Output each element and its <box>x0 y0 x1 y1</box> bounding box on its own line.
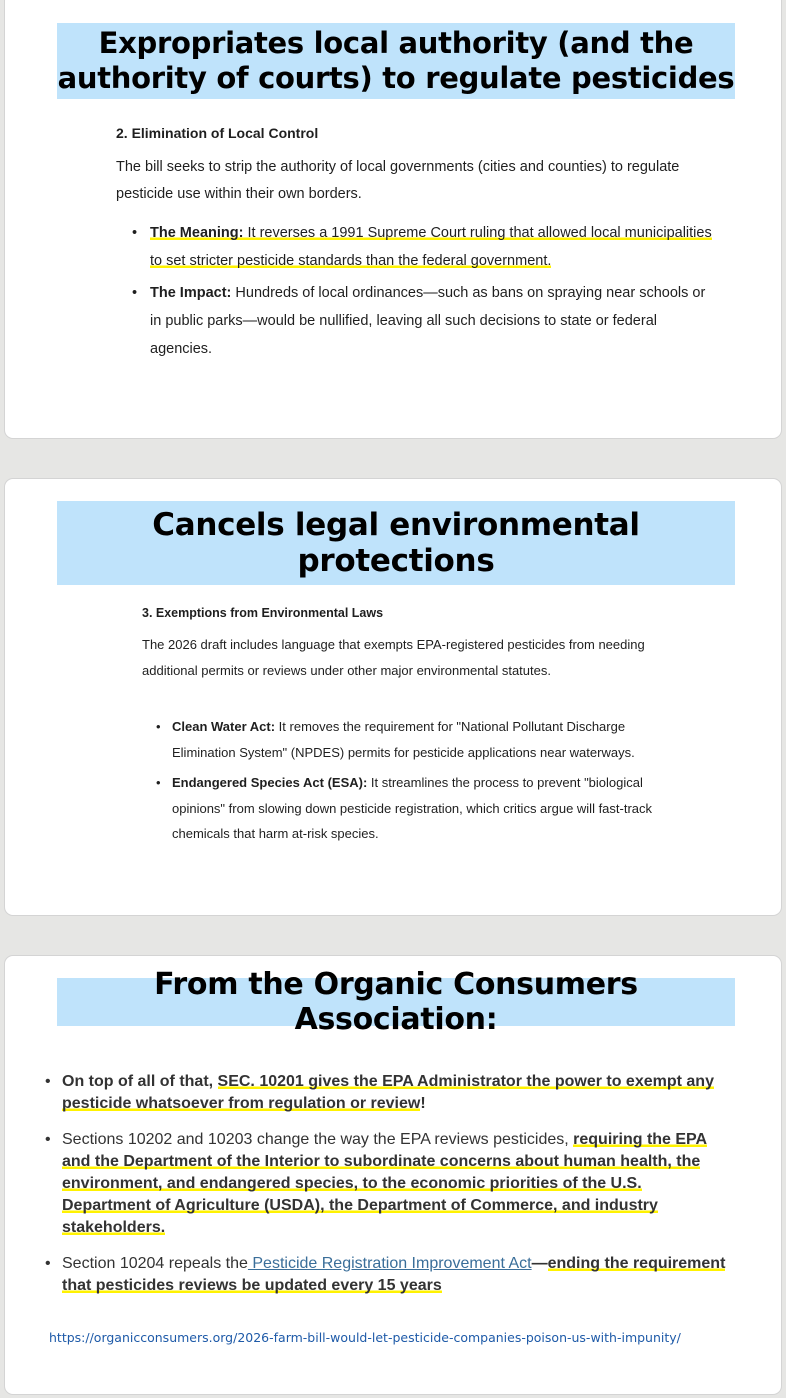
item-lead: On top of all of that, <box>62 1073 218 1090</box>
em-dash: — <box>531 1255 548 1272</box>
bullet-dot: • <box>45 1131 51 1148</box>
item-text: Hundreds of local ordinances—such as bans on spraying near schools or in public parks—would be nullified, leaving all such decisions to state or federal agencies. <box>150 285 706 357</box>
card-environmental-protections <box>4 478 782 916</box>
highlighted-text: requiring the EPA and the Department of the Interior to subordinate concerns about human health, the environment, and endangered species, to the economic priorities of the U.S. Department of Agriculture (USDA), the Department of Commerce, and industry stakeholders. <box>62 1131 708 1236</box>
bullet-dot: • <box>156 719 161 734</box>
pria-link[interactable]: Pesticide Registration Improvement Act <box>247 1255 532 1272</box>
list-item-impact <box>116 279 716 363</box>
item-label: The Meaning: <box>150 225 244 241</box>
source-url-link[interactable]: https://organicconsumers.org/2026-farm-bill-would-let-pesticide-companies-poison-us-with-impunity/ <box>49 1330 681 1345</box>
item-text: It reverses a 1991 Supreme Court ruling that allowed local municipalities to set stricter pesticide standards than the federal government. <box>150 225 712 269</box>
highlighted-text: SEC. 10201 gives the EPA Administrator the power to exempt any pesticide whatsoever from regulation or review <box>62 1073 714 1112</box>
item-label: Endangered Species Act (ESA): <box>172 775 368 790</box>
highlighted-text: ending the requirement that pesticides reviews be updated every 15 years <box>62 1255 726 1294</box>
banner-title: Expropriates local authority (and the authority of courts) to regulate pesticides <box>57 23 735 99</box>
item-label: The Impact: <box>150 285 232 301</box>
bullet-list <box>45 1071 735 1297</box>
bullet-list <box>142 714 662 852</box>
item-text: It streamlines the process to prevent "biological opinions" from slowing down pesticide registration, which critics argue will fast-track chemicals that harm at-risk species. <box>172 775 653 841</box>
item-label: Clean Water Act: <box>172 719 276 734</box>
banner-title: Cancels legal environmental protections <box>57 501 735 585</box>
section-intro: The 2026 draft includes language that exempts EPA-registered pesticides from needing additional permits or reviews under other major environmental statutes. <box>142 637 645 678</box>
list-item-clean-water-act <box>142 714 662 765</box>
list-item-sec-10201 <box>45 1071 735 1115</box>
list-item-sec-10202-10203 <box>45 1129 735 1239</box>
item-end: ! <box>420 1095 426 1112</box>
list-item-sec-10204 <box>45 1253 735 1297</box>
card-local-control <box>4 0 782 439</box>
item-lead: Sections 10202 and 10203 change the way the EPA reviews pesticides, <box>62 1131 574 1148</box>
bullet-list <box>116 219 716 367</box>
list-item-endangered-species-act <box>142 770 662 847</box>
card-organic-consumers <box>4 955 782 1395</box>
bullet-dot: • <box>132 285 138 301</box>
section-heading: 2. Elimination of Local Control <box>116 125 319 141</box>
list-item-meaning <box>116 219 716 275</box>
section-intro: The bill seeks to strip the authority of local governments (cities and counties) to regulate pesticide use within their own borders. <box>116 159 680 202</box>
banner-title: From the Organic Consumers Association: <box>57 978 735 1026</box>
bullet-dot: • <box>156 775 161 790</box>
bullet-dot: • <box>132 225 138 241</box>
highlighted-text <box>150 225 712 269</box>
item-lead: Section 10204 repeals the <box>62 1255 248 1272</box>
section-heading: 3. Exemptions from Environmental Laws <box>142 606 384 620</box>
bullet-dot: • <box>45 1255 51 1272</box>
bullet-dot: • <box>45 1073 51 1090</box>
item-text: It removes the requirement for "National Pollutant Discharge Elimination System" (NPDES) permits for pesticide applications near waterways. <box>172 719 635 760</box>
